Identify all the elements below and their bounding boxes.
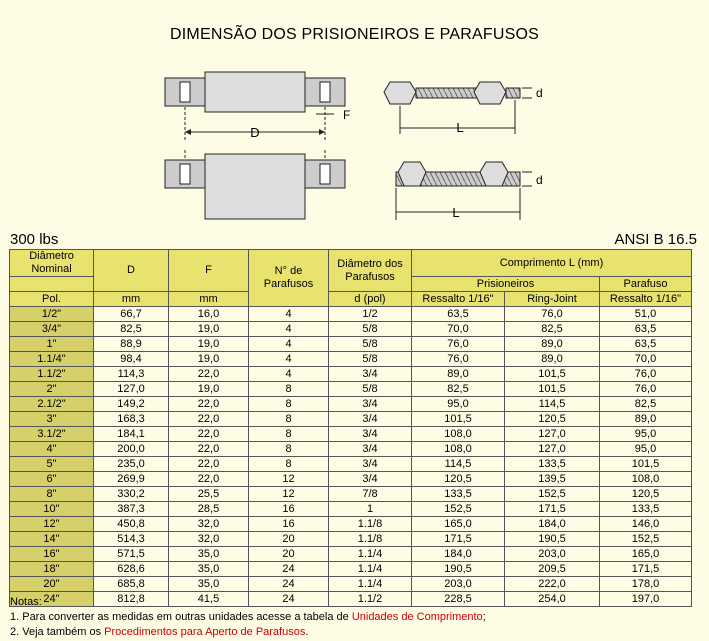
table-cell: 101,5 — [412, 412, 505, 427]
table-cell: 89,0 — [412, 367, 505, 382]
row-nominal-cell: 3/4" — [10, 322, 94, 337]
ring-joint-flange-drawing — [165, 150, 345, 219]
table-cell: 95,0 — [412, 397, 505, 412]
header-d-pol: d (pol) — [329, 292, 412, 307]
table-cell: 88,9 — [94, 337, 169, 352]
header-pol: Pol. — [10, 292, 94, 307]
table-cell: 35,0 — [169, 577, 249, 592]
table-cell: 89,0 — [600, 412, 692, 427]
table-row — [10, 322, 692, 337]
flange-bolt-diagram — [160, 62, 550, 227]
table-cell: 1/2 — [329, 307, 412, 322]
row-nominal-cell: 12" — [10, 517, 94, 532]
table-row — [10, 457, 692, 472]
table-cell: 108,0 — [412, 427, 505, 442]
table-cell: 165,0 — [412, 517, 505, 532]
header-studs: Prisioneiros — [412, 277, 600, 292]
table-cell: 190,5 — [412, 562, 505, 577]
row-nominal-cell: 5" — [10, 457, 94, 472]
table-cell: 812,8 — [94, 592, 169, 607]
dimension-d-label: D — [250, 125, 260, 140]
table-row — [10, 397, 692, 412]
table-row — [10, 532, 692, 547]
table-cell: 3/4 — [329, 472, 412, 487]
table-cell: 184,1 — [94, 427, 169, 442]
row-nominal-cell: 3.1/2" — [10, 427, 94, 442]
table-cell: 89,0 — [505, 352, 600, 367]
header-length: Comprimento L (mm) — [412, 250, 692, 277]
table-cell: 19,0 — [169, 337, 249, 352]
table-cell: 3/4 — [329, 397, 412, 412]
table-cell: 22,0 — [169, 427, 249, 442]
table-cell: 22,0 — [169, 442, 249, 457]
table-cell: 22,0 — [169, 367, 249, 382]
row-nominal-cell: 4" — [10, 442, 94, 457]
table-cell: 82,5 — [412, 382, 505, 397]
table-cell: 76,0 — [412, 337, 505, 352]
row-nominal-cell: 2" — [10, 382, 94, 397]
table-cell: 152,5 — [600, 532, 692, 547]
table-cell: 63,5 — [412, 307, 505, 322]
table-cell: 178,0 — [600, 577, 692, 592]
table-cell: 95,0 — [600, 427, 692, 442]
row-nominal-cell: 10" — [10, 502, 94, 517]
row-nominal-cell: 1" — [10, 337, 94, 352]
dimension-d-small-label: d — [536, 86, 543, 100]
table-cell: 127,0 — [505, 442, 600, 457]
table-cell: 101,5 — [505, 382, 600, 397]
row-nominal-cell: 1.1/4" — [10, 352, 94, 367]
table-cell: 1.1/4 — [329, 577, 412, 592]
table-cell: 146,0 — [600, 517, 692, 532]
table-cell: 171,5 — [600, 562, 692, 577]
table-cell: 25,5 — [169, 487, 249, 502]
table-row — [10, 502, 692, 517]
table-cell: 24 — [249, 562, 329, 577]
row-nominal-cell: 20" — [10, 577, 94, 592]
header-mm-d: mm — [94, 292, 169, 307]
table-cell: 89,0 — [505, 337, 600, 352]
table-cell: 184,0 — [505, 517, 600, 532]
table-cell: 514,3 — [94, 532, 169, 547]
note-1-suffix: ; — [482, 611, 486, 623]
table-cell: 66,7 — [94, 307, 169, 322]
dimension-d-small-label-2: d — [536, 173, 543, 187]
row-nominal-cell: 1.1/2" — [10, 367, 94, 382]
table-cell: 127,0 — [505, 427, 600, 442]
table-cell: 16,0 — [169, 307, 249, 322]
bolt-dimension-table — [9, 249, 692, 607]
table-cell: 108,0 — [600, 472, 692, 487]
table-cell: 63,5 — [600, 337, 692, 352]
table-cell: 3/4 — [329, 442, 412, 457]
row-nominal-cell: 8" — [10, 487, 94, 502]
note-2-text: 2. Veja também os — [10, 626, 105, 638]
table-cell: 76,0 — [600, 367, 692, 382]
table-cell: 3/4 — [329, 457, 412, 472]
table-cell: 203,0 — [505, 547, 600, 562]
table-cell: 12 — [249, 487, 329, 502]
table-cell: 35,0 — [169, 562, 249, 577]
table-cell: 63,5 — [600, 322, 692, 337]
table-cell: 1 — [329, 502, 412, 517]
table-row — [10, 487, 692, 502]
table-cell: 628,6 — [94, 562, 169, 577]
table-cell: 22,0 — [169, 397, 249, 412]
table-row — [10, 352, 692, 367]
table-cell: 165,0 — [600, 547, 692, 562]
table-cell: 95,0 — [600, 442, 692, 457]
table-cell: 22,0 — [169, 472, 249, 487]
table-cell: 19,0 — [169, 382, 249, 397]
table-cell: 4 — [249, 307, 329, 322]
row-nominal-cell: 18" — [10, 562, 94, 577]
table-cell: 24 — [249, 577, 329, 592]
raised-face-flange-drawing — [165, 72, 350, 142]
table-cell: 5/8 — [329, 337, 412, 352]
table-cell: 133,5 — [505, 457, 600, 472]
table-cell: 269,9 — [94, 472, 169, 487]
table-row — [10, 442, 692, 457]
standard-label: ANSI B 16.5 — [614, 231, 697, 248]
table-cell: 200,0 — [94, 442, 169, 457]
row-nominal-cell: 1/2" — [10, 307, 94, 322]
table-cell: 82,5 — [505, 322, 600, 337]
notes — [10, 595, 486, 640]
header-mm-f: mm — [169, 292, 249, 307]
row-nominal-cell: 16" — [10, 547, 94, 562]
table-cell: 28,5 — [169, 502, 249, 517]
note-2-suffix: . — [305, 626, 309, 638]
table-cell: 228,5 — [412, 592, 505, 607]
table-cell: 139,5 — [505, 472, 600, 487]
table-cell: 114,3 — [94, 367, 169, 382]
table-cell: 120,5 — [412, 472, 505, 487]
table-cell: 133,5 — [600, 502, 692, 517]
table-cell: 8 — [249, 457, 329, 472]
dimension-l-label: L — [456, 120, 464, 135]
table-cell: 171,5 — [505, 502, 600, 517]
header-num-bolts: N° de Parafusos — [249, 250, 329, 307]
threaded-rod-drawing — [396, 162, 543, 220]
table-cell: 1.1/4 — [329, 562, 412, 577]
table-row — [10, 367, 692, 382]
table-body — [10, 307, 692, 607]
page-title: DIMENSÃO DOS PRISIONEIROS E PARAFUSOS — [170, 26, 539, 43]
table-cell: 168,3 — [94, 412, 169, 427]
row-nominal-cell: 6" — [10, 472, 94, 487]
table-cell: 20 — [249, 532, 329, 547]
table-cell: 76,0 — [600, 382, 692, 397]
header-rf1: Ressalto 1/16" — [412, 292, 505, 307]
pressure-class-label: 300 lbs — [10, 231, 59, 248]
table-row — [10, 562, 692, 577]
row-nominal-cell: 3" — [10, 412, 94, 427]
table-row — [10, 472, 692, 487]
table-cell: 184,0 — [412, 547, 505, 562]
table-cell: 4 — [249, 337, 329, 352]
header-d: D — [94, 250, 169, 292]
table-row — [10, 337, 692, 352]
note-2 — [10, 625, 486, 640]
table-cell: 1.1/4 — [329, 547, 412, 562]
table-cell: 3/4 — [329, 367, 412, 382]
table-cell: 1.1/2 — [329, 592, 412, 607]
table-cell: 70,0 — [600, 352, 692, 367]
table-cell: 114,5 — [412, 457, 505, 472]
table-cell: 20 — [249, 547, 329, 562]
table-cell: 7/8 — [329, 487, 412, 502]
table-cell: 19,0 — [169, 322, 249, 337]
table-cell: 82,5 — [94, 322, 169, 337]
table-cell: 51,0 — [600, 307, 692, 322]
row-nominal-cell: 24" — [10, 592, 94, 607]
table-cell: 222,0 — [505, 577, 600, 592]
table-cell: 101,5 — [505, 367, 600, 382]
header-bolt: Parafuso — [600, 277, 692, 292]
table-cell: 114,5 — [505, 397, 600, 412]
table-row — [10, 382, 692, 397]
table-cell: 108,0 — [412, 442, 505, 457]
table-cell: 133,5 — [412, 487, 505, 502]
table-cell: 254,0 — [505, 592, 600, 607]
table-row — [10, 307, 692, 322]
table-cell: 5/8 — [329, 382, 412, 397]
table-cell: 8 — [249, 397, 329, 412]
table-cell: 152,5 — [412, 502, 505, 517]
table-cell: 1.1/8 — [329, 517, 412, 532]
table-cell: 12 — [249, 472, 329, 487]
table-cell: 450,8 — [94, 517, 169, 532]
table-cell: 387,3 — [94, 502, 169, 517]
table-cell: 35,0 — [169, 547, 249, 562]
table-cell: 203,0 — [412, 577, 505, 592]
table-cell: 22,0 — [169, 412, 249, 427]
header-rj: Ring-Joint — [505, 292, 600, 307]
table-row — [10, 517, 692, 532]
units-link[interactable]: Unidades de Comprimento — [351, 611, 483, 623]
header-nominal: Diâmetro Nominal — [10, 250, 94, 277]
table-cell: 3/4 — [329, 412, 412, 427]
table-cell: 197,0 — [600, 592, 692, 607]
table-row — [10, 577, 692, 592]
table-row — [10, 547, 692, 562]
table-cell: 70,0 — [412, 322, 505, 337]
table-cell: 19,0 — [169, 352, 249, 367]
table-cell: 24 — [249, 592, 329, 607]
header-f: F — [169, 250, 249, 292]
row-nominal-cell: 14" — [10, 532, 94, 547]
table-cell: 120,5 — [505, 412, 600, 427]
note-1 — [10, 610, 486, 625]
note-1-text: 1. Para converter as medidas em outras unidades acesse a tabela de — [10, 611, 352, 623]
header-bolt-diameter: Diâmetro dos Parafusos — [329, 250, 412, 292]
table-cell: 82,5 — [600, 397, 692, 412]
header-nominal-spacer — [10, 277, 94, 292]
table-cell: 8 — [249, 427, 329, 442]
table-cell: 32,0 — [169, 532, 249, 547]
header-rf2: Ressalto 1/16" — [600, 292, 692, 307]
table-cell: 152,5 — [505, 487, 600, 502]
table-cell: 4 — [249, 367, 329, 382]
table-cell: 171,5 — [412, 532, 505, 547]
table-cell: 235,0 — [94, 457, 169, 472]
table-row — [10, 412, 692, 427]
table-cell: 330,2 — [94, 487, 169, 502]
table-cell: 149,2 — [94, 397, 169, 412]
table-cell: 190,5 — [505, 532, 600, 547]
table-cell: 209,5 — [505, 562, 600, 577]
table-cell: 8 — [249, 442, 329, 457]
notes-heading: Notas: — [10, 596, 42, 608]
table-cell: 8 — [249, 412, 329, 427]
table-cell: 76,0 — [412, 352, 505, 367]
dimension-l-label-2: L — [452, 205, 460, 220]
table-cell: 1.1/8 — [329, 532, 412, 547]
table-cell: 5/8 — [329, 352, 412, 367]
table-cell: 32,0 — [169, 517, 249, 532]
table-cell: 101,5 — [600, 457, 692, 472]
table-cell: 16 — [249, 517, 329, 532]
table-cell: 4 — [249, 352, 329, 367]
table-cell: 98,4 — [94, 352, 169, 367]
table-row — [10, 427, 692, 442]
tightening-procedures-link[interactable]: Procedimentos para Aperto de Parafusos — [104, 626, 306, 638]
table-cell: 127,0 — [94, 382, 169, 397]
table-cell: 16 — [249, 502, 329, 517]
table-cell: 76,0 — [505, 307, 600, 322]
dimension-f-label: F — [343, 108, 351, 122]
table-cell: 685,8 — [94, 577, 169, 592]
table-cell: 120,5 — [600, 487, 692, 502]
table-cell: 5/8 — [329, 322, 412, 337]
table-cell: 3/4 — [329, 427, 412, 442]
table-cell: 8 — [249, 382, 329, 397]
stud-bolt-drawing — [384, 82, 543, 135]
table-cell: 41,5 — [169, 592, 249, 607]
row-nominal-cell: 2.1/2" — [10, 397, 94, 412]
table-cell: 571,5 — [94, 547, 169, 562]
table-cell: 4 — [249, 322, 329, 337]
table-cell: 22,0 — [169, 457, 249, 472]
